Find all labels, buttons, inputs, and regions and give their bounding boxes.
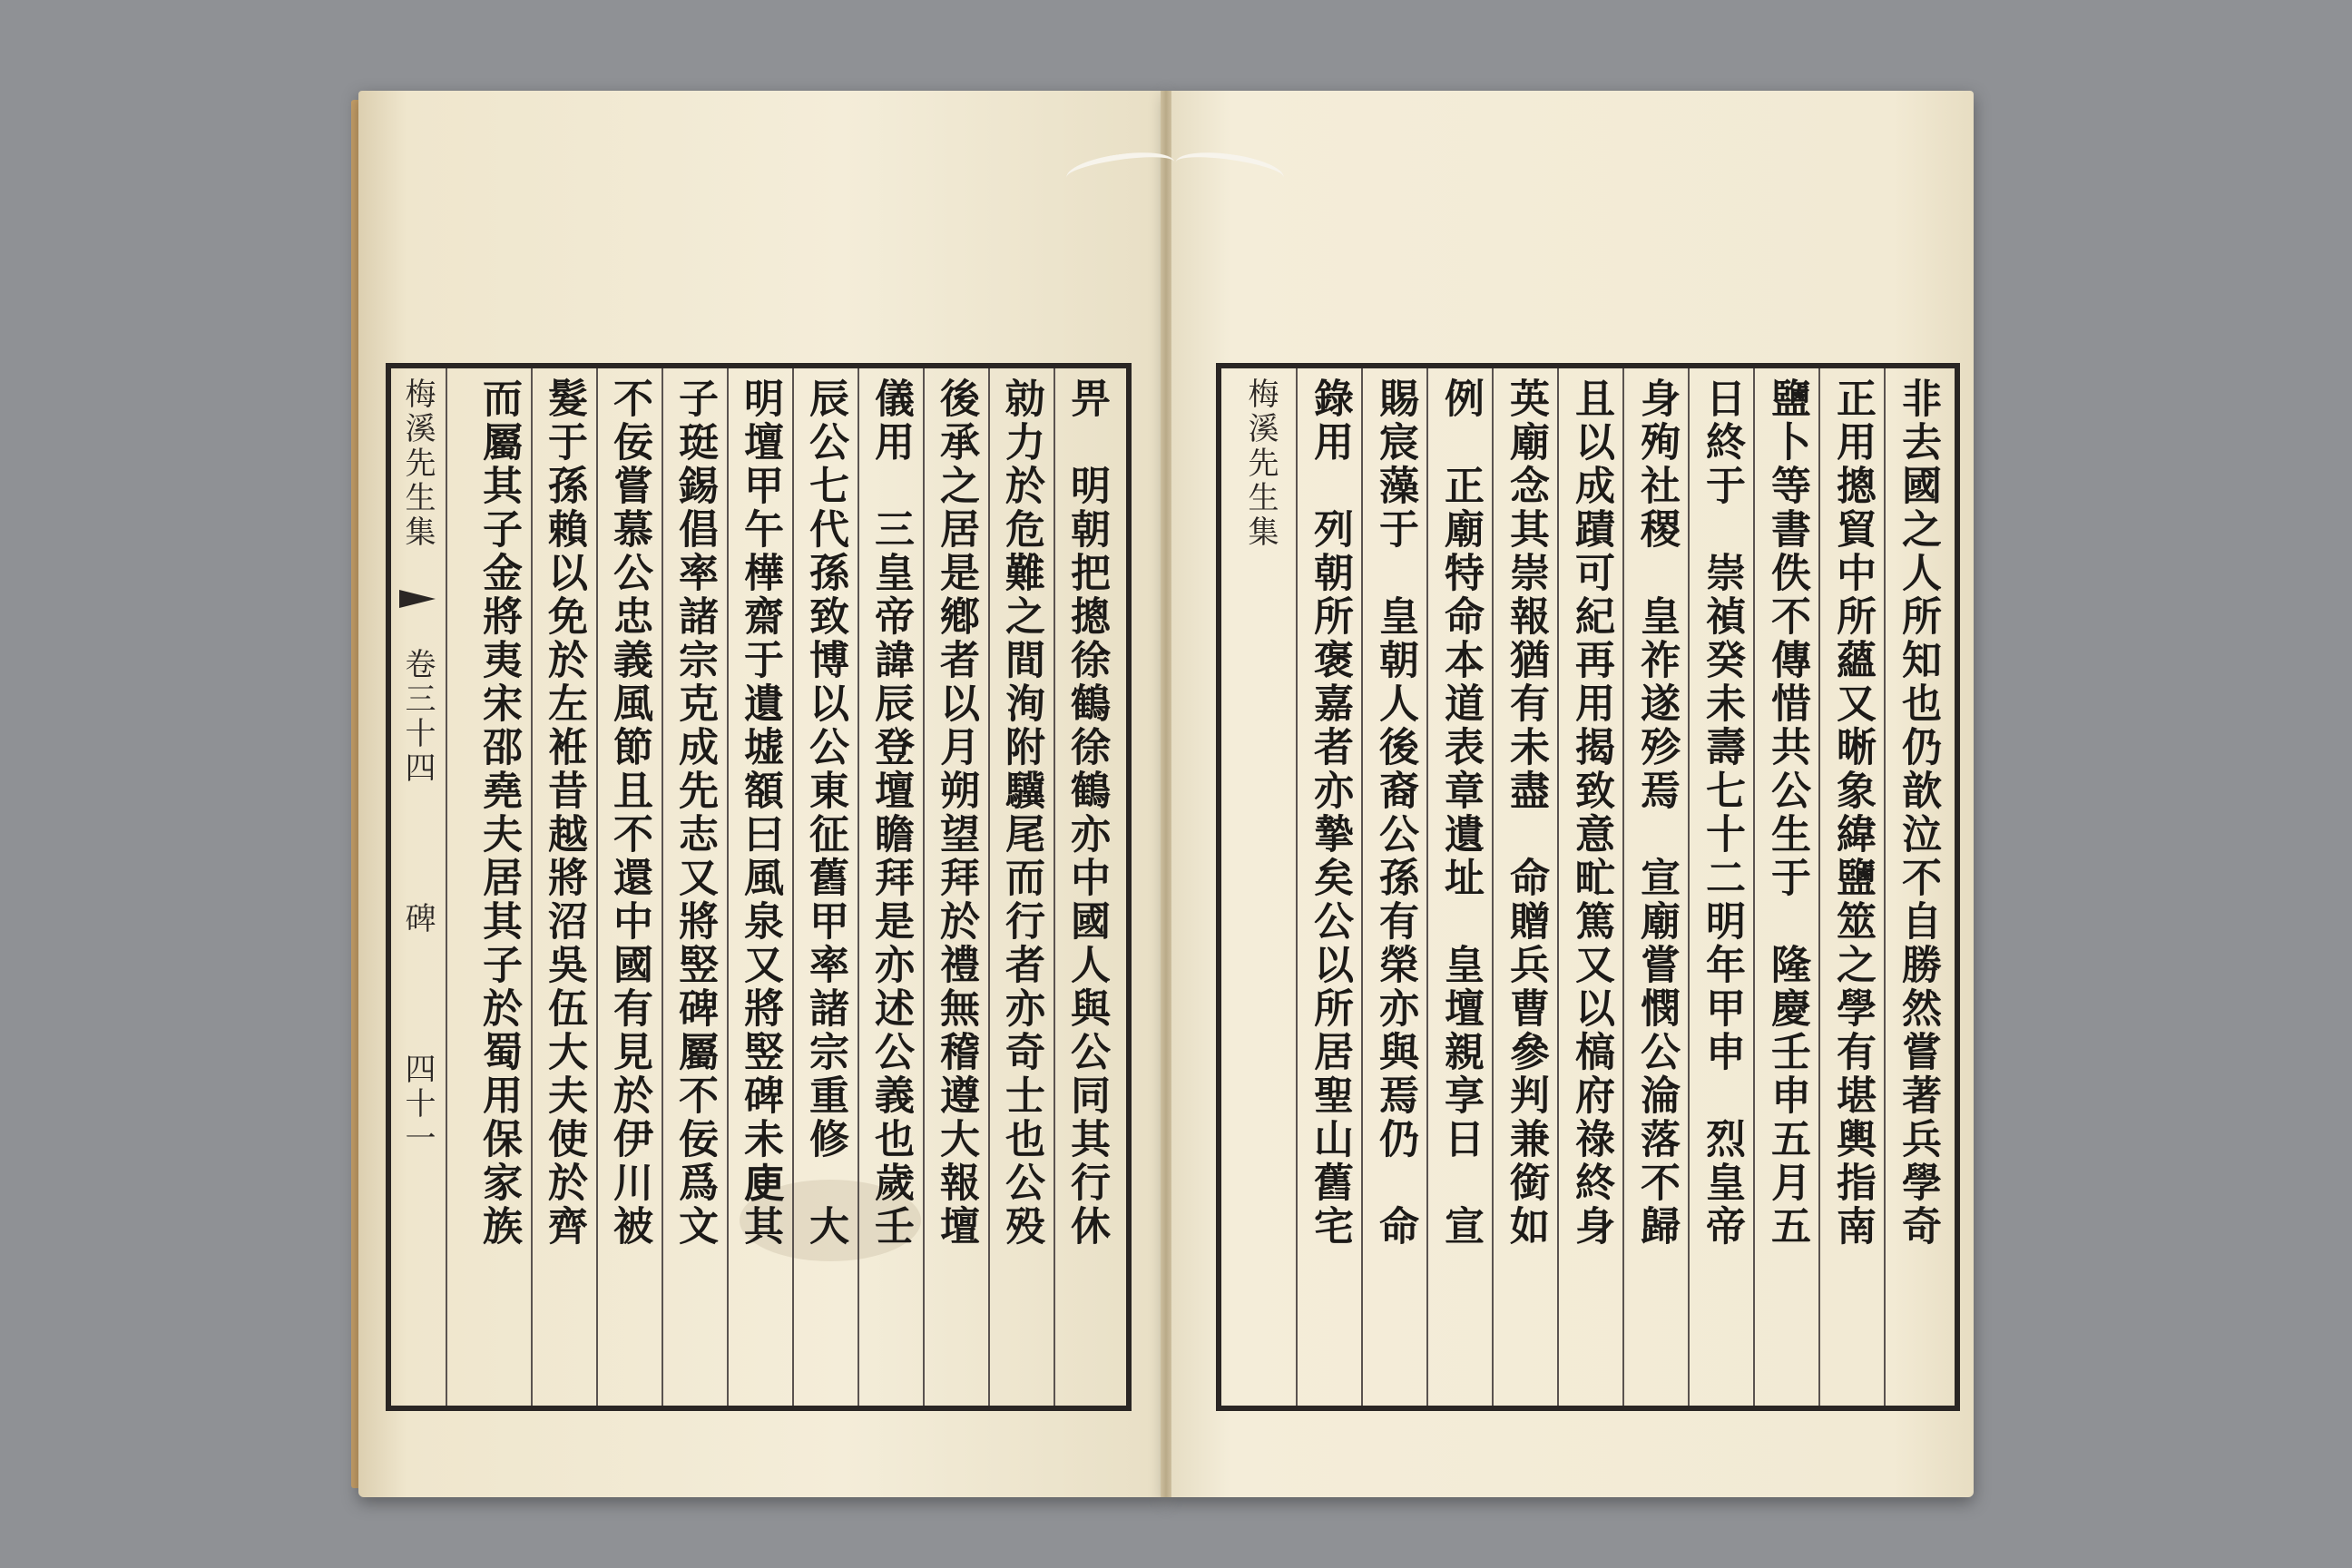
book-title: 梅溪先生集 <box>1242 377 1279 550</box>
text-column: 錄用 列朝所褒嘉者亦摯矣公以所居聖山舊宅 <box>1307 377 1353 1249</box>
text-column: 辰公七代孫致博以公東征舊甲率諸宗重修 大 <box>802 377 848 1249</box>
column-rule <box>531 368 533 1406</box>
column-rule <box>792 368 794 1406</box>
text-column: 儀用 三皇帝諱辰登壇瞻拜是亦述公義也歲壬 <box>867 377 914 1249</box>
text-column: 鹽卜等書佚不傳惜共公生于 隆慶壬申五月五 <box>1764 377 1810 1249</box>
text-column: 正用摠貿中所蘊又晰象緯鹽筮之學有堪輿指南 <box>1829 377 1876 1249</box>
column-rule <box>1361 368 1363 1406</box>
text-column: 畀 明朝把摠徐鶴徐鶴亦中國人與公同其行休 <box>1063 377 1110 1249</box>
column-rule <box>662 368 663 1406</box>
column-rule <box>1054 368 1055 1406</box>
left-print-frame <box>386 363 1132 1411</box>
column-rule <box>1818 368 1820 1406</box>
text-column: 身殉社稷 皇祚遂殄焉 宣廟嘗憫公淪落不歸 <box>1633 377 1680 1249</box>
column-rule <box>1622 368 1624 1406</box>
column-rule <box>1426 368 1428 1406</box>
column-rule <box>596 368 598 1406</box>
text-column: 後承之居是鄕者以月朔望拜於禮無稽遵大報壇 <box>933 377 979 1249</box>
text-column: 不佞嘗慕公忠義風節且不還中國有見於伊川被 <box>606 377 652 1249</box>
column-rule <box>1296 368 1298 1406</box>
text-column: 子珽錫倡率諸宗克成先志又將竪碑屬不佞爲文 <box>671 377 718 1249</box>
text-column: 例 正廟特命本道表章遺址 皇壇親享日 宣 <box>1437 377 1484 1249</box>
column-rule <box>1884 368 1886 1406</box>
left-page <box>358 91 1166 1497</box>
column-rule <box>727 368 729 1406</box>
column-rule <box>446 368 447 1406</box>
volume-label: 卷三十四 <box>399 648 436 786</box>
column-rule <box>923 368 925 1406</box>
text-column: 非去國之人所知也仍歆泣不自勝然嘗著兵學奇 <box>1895 377 1941 1249</box>
text-column: 髮于孫賴以免於左袵昔越將沼吳伍大夫使於齊 <box>541 377 587 1249</box>
text-column: 而屬其子金將夷宋邵堯夫居其子於蜀用保家族 <box>475 377 522 1249</box>
column-rule <box>988 368 990 1406</box>
text-column: 明壇甲午樺齋于遺墟額曰風泉又將竪碑未𢈔其 <box>737 377 783 1249</box>
open-book <box>358 91 1974 1497</box>
book-title: 梅溪先生集 <box>399 377 436 550</box>
right-page <box>1166 91 1974 1497</box>
text-column: 英廟念其崇報猶有未盡 命贈兵曹參判兼銜如 <box>1503 377 1549 1249</box>
right-margin-title <box>1240 377 1283 559</box>
text-column: 勍力於危難之間洵附驥尾而行者亦奇士也公殁 <box>998 377 1044 1249</box>
section-label: 碑 <box>399 902 436 936</box>
column-rule <box>1688 368 1690 1406</box>
fish-tail-mark <box>399 590 436 608</box>
left-margin-title <box>397 377 440 1403</box>
column-rule <box>1492 368 1494 1406</box>
column-rule <box>858 368 859 1406</box>
column-rule <box>1753 368 1755 1406</box>
folio-label: 四十一 <box>399 1053 436 1156</box>
text-column: 且以成蹟可紀再用揭致意甿篤又以槁府祿終身 <box>1568 377 1614 1249</box>
column-rule <box>1557 368 1559 1406</box>
text-column: 賜宸藻于 皇朝人後裔公孫有榮亦與焉仍 命 <box>1372 377 1418 1249</box>
right-print-frame <box>1216 363 1960 1411</box>
book-spine <box>1161 91 1171 1497</box>
text-column: 日終于 崇禎癸未壽七十二明年甲申 烈皇帝 <box>1699 377 1745 1249</box>
